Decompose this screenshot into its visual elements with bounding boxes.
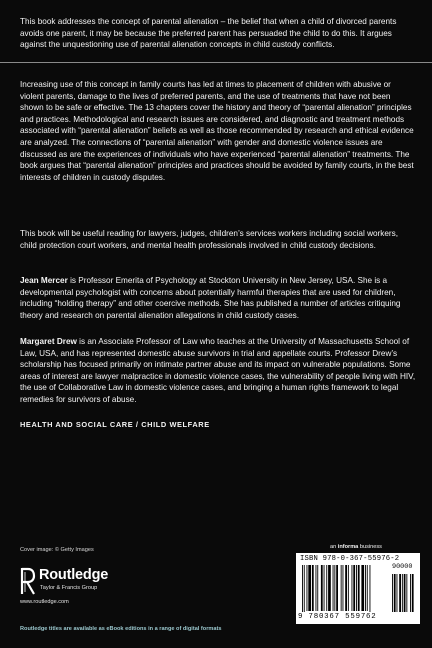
barcode-addon-bar [412, 574, 414, 612]
barcode-addon-bar [410, 574, 411, 612]
informa-suffix: business [358, 544, 382, 550]
barcode-bar [324, 565, 325, 611]
isbn-barcode [296, 553, 420, 624]
informa-brand: informa [337, 544, 359, 550]
barcode-bar [321, 565, 323, 611]
routledge-r-icon [20, 567, 36, 595]
barcode-bar [345, 565, 347, 611]
barcode-bar [308, 565, 311, 611]
barcode-bar [352, 565, 353, 611]
barcode-bar [317, 565, 318, 611]
blurb-paragraph-2: Increasing use of this concept in family courts has led at times to placement of children with abusive or violent parents, damage to the lives of preferred parents, and the use of treatments that have not been shown to be safe or effective. The 13 chapters cover the history and theory of “parental alienation” principles and practices. Methodological and research issues are considered, and diagnostic and treatment methods associated with “parental alienation” beliefs as well as those recommended by research and ethical evidence are analyzed. The connections of “parental alienation” with gender and domestic violence issues are discussed as are the experiences of individuals who have experienced “parental alienation” treatments. The book argues that “parental alienation” principles and practices should be avoided by family courts, in the best interests of children in custody disputes. [20, 80, 414, 182]
barcode-addon-bar [406, 574, 407, 612]
publisher-name: Routledge [39, 567, 109, 583]
barcode-bar [361, 565, 364, 611]
blurb-paragraph-1: This book addresses the concept of parental alienation – the belief that when a child of divorced parents avoids one parent, it may be because the preferred parent has persuaded the child to do this. It argues against the unquestioning use of parental alienation concepts in child custody conflicts. [20, 17, 397, 50]
author-name: Jean Mercer [20, 276, 68, 285]
publisher-url[interactable]: www.routledge.com [20, 599, 69, 605]
barcode-bar [304, 565, 305, 612]
barcode-bar [365, 565, 366, 611]
barcode-bar [356, 565, 357, 611]
barcode-bar [333, 565, 334, 611]
barcode-bar [336, 565, 338, 611]
barcode-addon-bar [402, 574, 403, 612]
blurb-paragraph-3: This book will be useful reading for lawyers, judges, children’s services workers including social workers, child protection court workers, and mental health professionals involved in child custody decisions. [20, 229, 398, 250]
barcode-bar [343, 565, 344, 611]
author-bio-1 [20, 275, 416, 321]
barcode-addon-bar [394, 574, 396, 612]
informa-tagline [330, 544, 382, 550]
informa-prefix: an [330, 544, 338, 550]
barcode-bar [367, 565, 368, 611]
barcode-bars [300, 564, 416, 612]
barcode-bar [358, 565, 360, 611]
barcode-bar [307, 565, 308, 611]
barcode-bar [353, 565, 355, 611]
subject-category: HEALTH AND SOCIAL CARE / CHILD WELFARE [20, 420, 210, 429]
author-bio-text: is Professor Emerita of Psychology at Stockton University in New Jersey, USA. She is a developmental psychologist with concerns about potentially harmful therapies that are used for children, including “holding therapy” and other coercive methods. She has published a number of articles critiquing theory and research on parental alienation allegations in child custody cases. [20, 276, 401, 320]
barcode-bar [370, 565, 371, 612]
barcode-bar [312, 565, 314, 611]
barcode-bar [341, 565, 342, 611]
price-code: 90000 [392, 563, 413, 571]
divider [0, 62, 432, 63]
barcode-bar [334, 565, 335, 611]
barcode-addon-bar [392, 574, 393, 612]
barcode-addon-bar [404, 574, 406, 612]
barcode-bar [302, 565, 303, 612]
barcode-digits: 9 780367 559762 [298, 613, 377, 621]
publisher-logo [20, 567, 180, 607]
author-bio-text: is an Associate Professor of Law who teaches at the University of Massachusetts School of Law, USA, and has represented domestic abuse survivors in trial and appellate courts. Professor Drew’s scholarship has focused primarily on intimate partner abuse and its impact on vulnerable populations. Some areas of interest are lawyer malpractice in domestic violence cases, the vulnerability of people living with HIV, the use of Collaborative Law in domestic violence cases, and bringing a human rights framework to legal remedies for survivors of abuse. [20, 337, 416, 404]
author-name: Margaret Drew [20, 337, 77, 346]
isbn-number: ISBN 978-0-367-55976-2 [300, 555, 400, 563]
barcode-bar [348, 565, 349, 611]
barcode-bar [328, 565, 331, 611]
ebook-note: Routledge titles are available as eBook editions in a range of digital formats [20, 626, 222, 632]
author-bio-2 [20, 336, 416, 406]
barcode-addon-bar [397, 574, 398, 612]
publisher-group: Taylor & Francis Group [40, 585, 98, 591]
cover-image-credit: Cover image: © Getty Images [20, 547, 94, 553]
barcode-bar [316, 565, 317, 611]
barcode-addon-bar [399, 574, 401, 612]
barcode-bar [326, 565, 327, 611]
